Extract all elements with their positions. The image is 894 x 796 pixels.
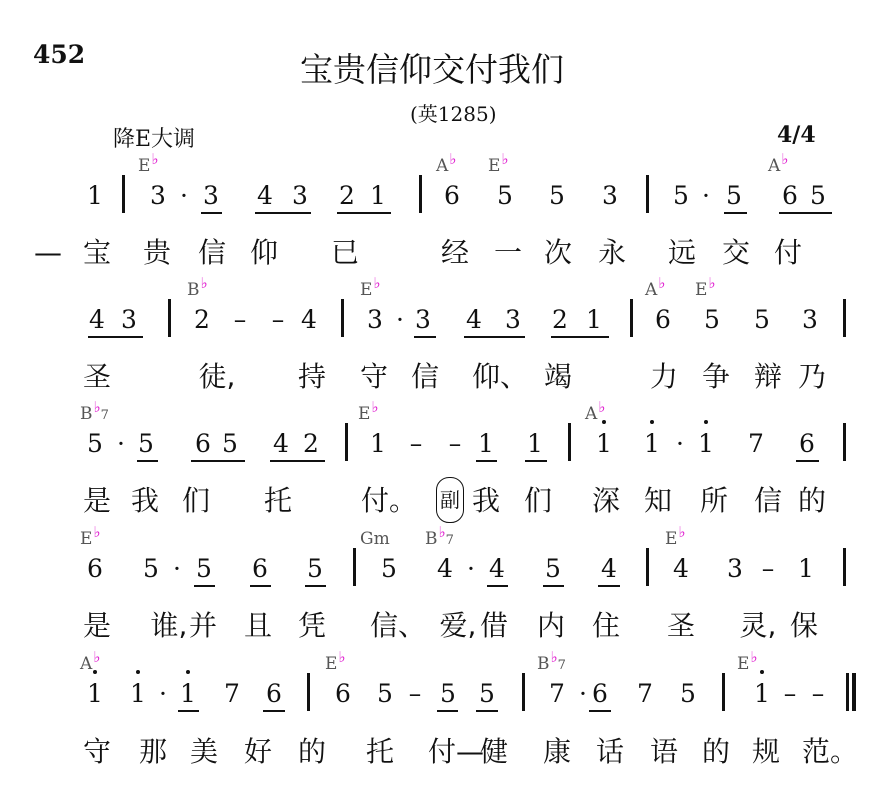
chord-symbol: E♭ [737, 648, 758, 674]
underline [724, 212, 747, 214]
lyric-syllable: 住 [591, 609, 620, 642]
lyric-syllable: 永 [597, 236, 626, 269]
barline [646, 548, 649, 586]
note: 7 [549, 679, 565, 708]
high-octave-dot [136, 670, 140, 674]
underline [88, 336, 143, 338]
note: 5 [545, 554, 561, 583]
note: 5 [377, 679, 393, 708]
note: 5 [143, 554, 159, 583]
lyric-syllable: 远 [667, 236, 696, 269]
lyric-syllable: 范。 [801, 735, 858, 768]
note: 2 [303, 429, 319, 458]
lyric-syllable: 凭 [297, 609, 326, 642]
note: 1 [478, 429, 494, 458]
high-octave-dot [93, 670, 97, 674]
lyric-syllable: 灵, [739, 609, 777, 642]
note: 5 [440, 679, 456, 708]
note: 6 [252, 554, 268, 583]
note: 1 [87, 679, 103, 708]
chord-symbol: E♭ [695, 274, 716, 300]
dot: · [579, 679, 587, 708]
lyric-syllable: 健 [479, 735, 508, 768]
dot: · [467, 554, 475, 583]
barline [843, 299, 846, 337]
note: 2 [339, 181, 355, 210]
dash: – [783, 679, 797, 708]
note: 4 [673, 554, 689, 583]
chord-symbol: A♭ [80, 648, 101, 674]
lyric-syllable: 好 [243, 735, 272, 768]
barline [122, 175, 125, 213]
lyric-syllable: 保 [789, 609, 818, 642]
note: 5 [479, 679, 495, 708]
note: 6 [266, 679, 282, 708]
lyric-syllable: 是 [82, 609, 111, 642]
chorus-mark: 副 [436, 477, 464, 523]
dash: – [811, 679, 825, 708]
note: 1 [586, 305, 602, 334]
barline [522, 673, 525, 711]
note: 6 [195, 429, 211, 458]
lyric-syllable: 深 [591, 484, 620, 517]
underline [414, 336, 436, 338]
note: 6 [782, 181, 798, 210]
lyric-syllable: 信 [197, 236, 226, 269]
underline [543, 585, 564, 587]
note: 3 [150, 181, 166, 210]
lyric-syllable: 康 [542, 735, 571, 768]
lyric-syllable: 信 [753, 484, 782, 517]
barline [843, 423, 846, 461]
note: 1 [370, 181, 386, 210]
lyric-syllable: 仰、 [471, 360, 528, 393]
barline [568, 423, 571, 461]
hymn-subtitle: (英1285) [410, 102, 497, 126]
note: 6 [799, 429, 815, 458]
lyric-syllable: 托 [365, 735, 394, 768]
dash: – [448, 429, 462, 458]
note: 1 [644, 429, 660, 458]
lyric-syllable: 力 [649, 360, 678, 393]
note: 5 [673, 181, 689, 210]
lyric-syllable: 爱, [439, 609, 477, 642]
dot: · [396, 305, 404, 334]
lyric-syllable: 争 [701, 360, 730, 393]
barline [722, 673, 725, 711]
underline [255, 212, 311, 214]
lyric-syllable: 守 [359, 360, 388, 393]
note: 5 [222, 429, 238, 458]
lyric-syllable: 徒, [198, 360, 236, 393]
lyric-syllable: 语 [649, 735, 678, 768]
hymn-title: 宝贵信仰交付我们 [300, 50, 564, 89]
note: 6 [444, 181, 460, 210]
underline [337, 212, 391, 214]
note: 6 [335, 679, 351, 708]
note: 7 [224, 679, 240, 708]
lyric-syllable: 知 [643, 484, 672, 517]
barline [646, 175, 649, 213]
lyric-syllable: 持 [297, 360, 326, 393]
lyric-syllable: 贵 [142, 236, 171, 269]
note: 4 [273, 429, 289, 458]
note: 5 [726, 181, 742, 210]
note: 5 [307, 554, 323, 583]
chord-symbol: A♭ [436, 150, 457, 176]
note: 5 [196, 554, 212, 583]
underline [464, 336, 525, 338]
dot: · [676, 429, 684, 458]
note: 1 [130, 679, 146, 708]
dot: · [702, 181, 710, 210]
note: 2 [552, 305, 568, 334]
note: 4 [301, 305, 317, 334]
note: 6 [655, 305, 671, 334]
dash: – [409, 429, 423, 458]
lyric-syllable: 信 [410, 360, 439, 393]
lyric-syllable: 所 [699, 484, 728, 517]
high-octave-dot [704, 420, 708, 424]
underline [779, 212, 832, 214]
note: 4 [257, 181, 273, 210]
underline [598, 585, 620, 587]
underline [487, 585, 508, 587]
note: 3 [203, 181, 219, 210]
key-signature: 降E大调 [113, 127, 196, 152]
lyric-syllable: 规 [751, 735, 780, 768]
note: 1 [87, 181, 103, 210]
barline [843, 548, 846, 586]
lyric-syllable: 交 [721, 236, 750, 269]
note: 5 [549, 181, 565, 210]
note: 5 [704, 305, 720, 334]
dot: · [180, 181, 188, 210]
lyric-syllable: 辩 [753, 360, 782, 393]
lyric-syllable: 谁, [150, 609, 188, 642]
underline [194, 585, 215, 587]
note: 4 [489, 554, 505, 583]
note: 3 [367, 305, 383, 334]
note: 3 [802, 305, 818, 334]
high-octave-dot [760, 670, 764, 674]
note: 3 [292, 181, 308, 210]
barline [630, 299, 633, 337]
chord-symbol: A♭ [585, 398, 606, 424]
chord-symbol: A♭ [768, 150, 789, 176]
chord-symbol: E♭ [325, 648, 346, 674]
dash: – [408, 679, 422, 708]
barline [307, 673, 310, 711]
underline [551, 336, 609, 338]
chord-symbol: E♭ [360, 274, 381, 300]
note: 4 [466, 305, 482, 334]
note: 5 [381, 554, 397, 583]
chord-symbol: E♭ [358, 398, 379, 424]
barline [353, 548, 356, 586]
chord-symbol: B♭7 [425, 523, 454, 549]
note: 2 [194, 305, 210, 334]
lyric-syllable: 已 [330, 236, 359, 269]
lyric-syllable: 话 [595, 735, 624, 768]
note: 5 [497, 181, 513, 210]
note: 1 [754, 679, 770, 708]
underline [191, 460, 245, 462]
hymn-number: 452 [33, 40, 86, 69]
lyric-syllable: 仰 [249, 236, 278, 269]
chord-symbol: Gm [360, 529, 390, 549]
lyric-syllable: 的 [297, 735, 326, 768]
note: 5 [87, 429, 103, 458]
note: 5 [810, 181, 826, 210]
underline [589, 710, 611, 712]
note: 1 [596, 429, 612, 458]
note: 4 [89, 305, 105, 334]
underline [525, 460, 547, 462]
underline [201, 212, 222, 214]
note: 5 [138, 429, 154, 458]
chord-symbol: E♭ [488, 150, 509, 176]
lyric-syllable: 那 [138, 735, 167, 768]
lyric-syllable: — [34, 236, 62, 269]
note: 5 [680, 679, 696, 708]
lyric-syllable: 圣 [82, 360, 111, 393]
lyric-syllable: 宝 [82, 236, 111, 269]
chord-symbol: B♭7 [537, 648, 566, 674]
underline [263, 710, 285, 712]
dot: · [159, 679, 167, 708]
note: 1 [180, 679, 196, 708]
lyric-syllable: 次 [543, 236, 572, 269]
lyric-syllable: 美 [189, 735, 218, 768]
underline [796, 460, 819, 462]
lyric-syllable: 付— [427, 735, 484, 768]
chord-symbol: A♭ [645, 274, 666, 300]
barline [419, 175, 422, 213]
lyric-syllable: 守 [82, 735, 111, 768]
chord-symbol: B♭ [187, 274, 208, 300]
lyric-syllable: 的 [701, 735, 730, 768]
underline [270, 460, 325, 462]
underline [437, 710, 458, 712]
chord-symbol: E♭ [665, 523, 686, 549]
lyric-syllable: 付。 [360, 484, 417, 517]
note: 1 [798, 554, 814, 583]
note: 1 [698, 429, 714, 458]
dot: · [173, 554, 181, 583]
lyric-syllable: 经 [440, 236, 469, 269]
underline [178, 710, 199, 712]
dash: – [233, 305, 247, 334]
lyric-syllable: 我 [471, 484, 500, 517]
barline [168, 299, 171, 337]
underline [476, 460, 497, 462]
dash: – [271, 305, 285, 334]
barline [341, 299, 344, 337]
underline [476, 710, 498, 712]
lyric-syllable: 托 [263, 484, 292, 517]
lyric-syllable: 内 [536, 609, 565, 642]
note: 3 [505, 305, 521, 334]
note: 1 [527, 429, 543, 458]
note: 3 [415, 305, 431, 334]
note: 1 [370, 429, 386, 458]
lyric-syllable: 乃 [797, 360, 826, 393]
lyric-syllable: 们 [181, 484, 210, 517]
lyric-syllable: 们 [523, 484, 552, 517]
note: 7 [637, 679, 653, 708]
lyric-syllable: 借 [479, 609, 508, 642]
lyric-syllable: 是 [82, 484, 111, 517]
chord-symbol: E♭ [80, 523, 101, 549]
lyric-syllable: 竭 [543, 360, 572, 393]
lyric-syllable: 我 [130, 484, 159, 517]
chord-symbol: E♭ [138, 150, 159, 176]
note: 4 [437, 554, 453, 583]
note: 3 [121, 305, 137, 334]
barline [345, 423, 348, 461]
lyric-syllable: 的 [797, 484, 826, 517]
chord-symbol: B♭7 [80, 398, 109, 424]
underline [305, 585, 326, 587]
time-signature: 4/4 [777, 122, 816, 148]
dot: · [117, 429, 125, 458]
note: 7 [748, 429, 764, 458]
note: 6 [87, 554, 103, 583]
underline [250, 585, 271, 587]
lyric-syllable: 付 [773, 236, 802, 269]
lyric-syllable: 并 [188, 609, 217, 642]
underline [137, 460, 158, 462]
note: 3 [727, 554, 743, 583]
note: 4 [601, 554, 617, 583]
high-octave-dot [650, 420, 654, 424]
lyric-syllable: 圣 [666, 609, 695, 642]
note: 6 [592, 679, 608, 708]
lyric-syllable: 信、 [369, 609, 426, 642]
final-barline [846, 673, 849, 711]
dash: – [761, 554, 775, 583]
lyric-syllable: 一 [493, 236, 522, 269]
final-barline [852, 673, 856, 711]
lyric-syllable: 且 [243, 609, 272, 642]
note: 3 [602, 181, 618, 210]
note: 5 [754, 305, 770, 334]
high-octave-dot [602, 420, 606, 424]
high-octave-dot [186, 670, 190, 674]
